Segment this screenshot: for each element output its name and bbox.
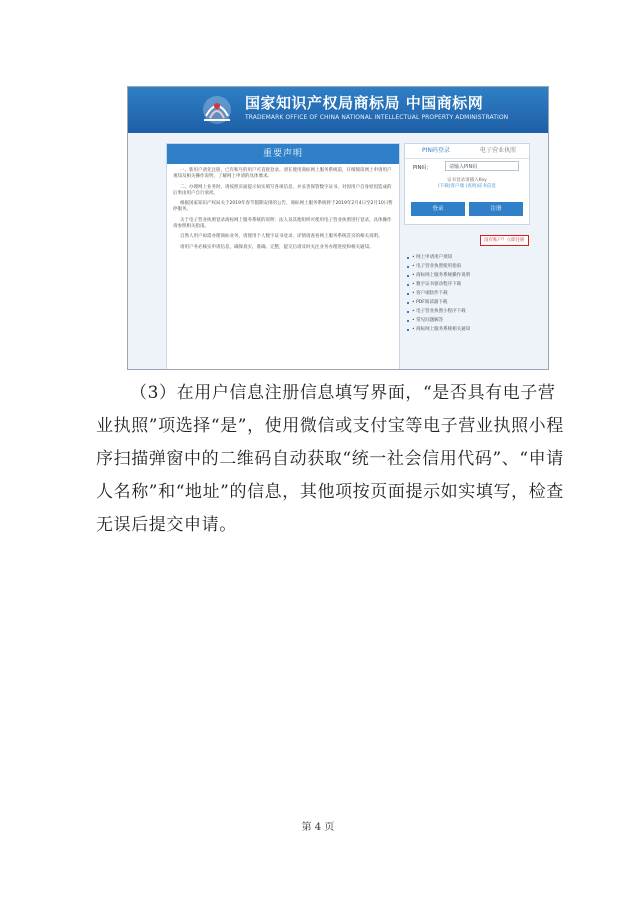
login-note-line2[interactable]: (下载)客户端 (查询)证书信息: [438, 184, 496, 189]
notice-paragraph: 二、办理网上业务时，请按照页面提示如实填写各项信息，并妥善保管数字证书，对因用户自身原因造成的后果由用户自行承担。: [173, 184, 392, 196]
login-tabs: [405, 144, 529, 159]
help-link[interactable]: • 电子营业执照小程序下载: [404, 307, 528, 316]
tab-electronic-license[interactable]: 电子营业执照: [479, 147, 516, 154]
notice-paragraph: 关于电子营业执照登录商标网上服务系统的说明：法人及其他组织可使用电子营业执照进行登录，具体操作请参照相关指南。: [173, 217, 392, 230]
site-subtitle: TRADEMARK OFFICE OF CHINA NATIONAL INTELLECTUAL PROPERTY ADMINISTRATION: [245, 114, 509, 121]
help-link[interactable]: • 客户端软件下载: [404, 289, 528, 298]
instruction-paragraph: [96, 377, 564, 542]
pin-label: PIN码：: [413, 165, 432, 171]
site-title: 国家知识产权局商标局 中国商标网: [245, 94, 484, 112]
help-link[interactable]: • 商标网上服务系统相关通知: [404, 325, 528, 334]
login-button[interactable]: 登录: [411, 202, 465, 216]
paragraph-line: （3）在用户信息注册信息填写界面，“是否具有电子营: [130, 383, 556, 403]
trademark-office-logo: [196, 92, 238, 128]
embedded-screenshot: [127, 86, 549, 370]
paragraph-line: 人名称”和“地址”的信息，其他项按页面提示如实填写，检查: [96, 482, 564, 502]
notice-panel: [166, 143, 400, 370]
login-note: [413, 178, 521, 190]
help-link[interactable]: • 网上申请用户须知: [404, 253, 528, 262]
login-panel: [404, 143, 530, 225]
notice-body: [167, 164, 399, 259]
help-link[interactable]: • 常见问题解答: [404, 316, 528, 325]
register-link-highlighted[interactable]: 没有账户？立即注册: [480, 235, 529, 246]
register-button[interactable]: 注册: [469, 202, 523, 216]
paragraph-line: 无误后提交申请。: [96, 515, 237, 535]
notice-paragraph: 一、新用户请先注册，已有账号的用户可直接登录。请在使用商标网上服务系统前，仔细阅读网上申请用户须知及相关操作说明，了解网上申请的具体要求。: [173, 168, 392, 180]
pin-input[interactable]: 请输入PIN码: [445, 161, 519, 171]
site-banner: [128, 87, 548, 133]
help-link[interactable]: • PDF阅读器下载: [404, 298, 528, 307]
page-number: 第 4 页: [301, 822, 335, 833]
notice-paragraph: 根据国家知识产权局关于2019年春节假期安排的公告，商标网上服务系统将于2019年2月4日至2月10日暂停服务。: [173, 201, 393, 213]
paragraph-line: 业执照”项选择“是”，使用微信或支付宝等电子营业执照小程: [96, 416, 564, 436]
notice-paragraph: 自然人用户如需办理商标业务，请使用个人数字证书登录，详情请查看网上服务系统首页的相关说明。: [180, 234, 383, 240]
tab-pin-login[interactable]: PIN码登录: [422, 147, 450, 154]
paragraph-line: 序扫描弹窗中的二维码自动获取“统一社会信用代码”、“申请: [96, 449, 564, 469]
help-link[interactable]: • 数字证书驱动程序下载: [404, 280, 528, 289]
login-note-line1: 证书登录请插入Key: [447, 178, 487, 183]
help-link[interactable]: • 电子营业执照使用指南: [404, 262, 528, 271]
notice-paragraph: 请用户务必核实申请信息，确保真实、准确、完整，提交后请及时关注业务办理进度和相关通知。: [180, 244, 374, 250]
help-link[interactable]: • 商标网上服务系统操作说明: [404, 271, 528, 280]
help-links-list: [404, 249, 528, 334]
notice-title: 重要声明: [167, 144, 399, 164]
